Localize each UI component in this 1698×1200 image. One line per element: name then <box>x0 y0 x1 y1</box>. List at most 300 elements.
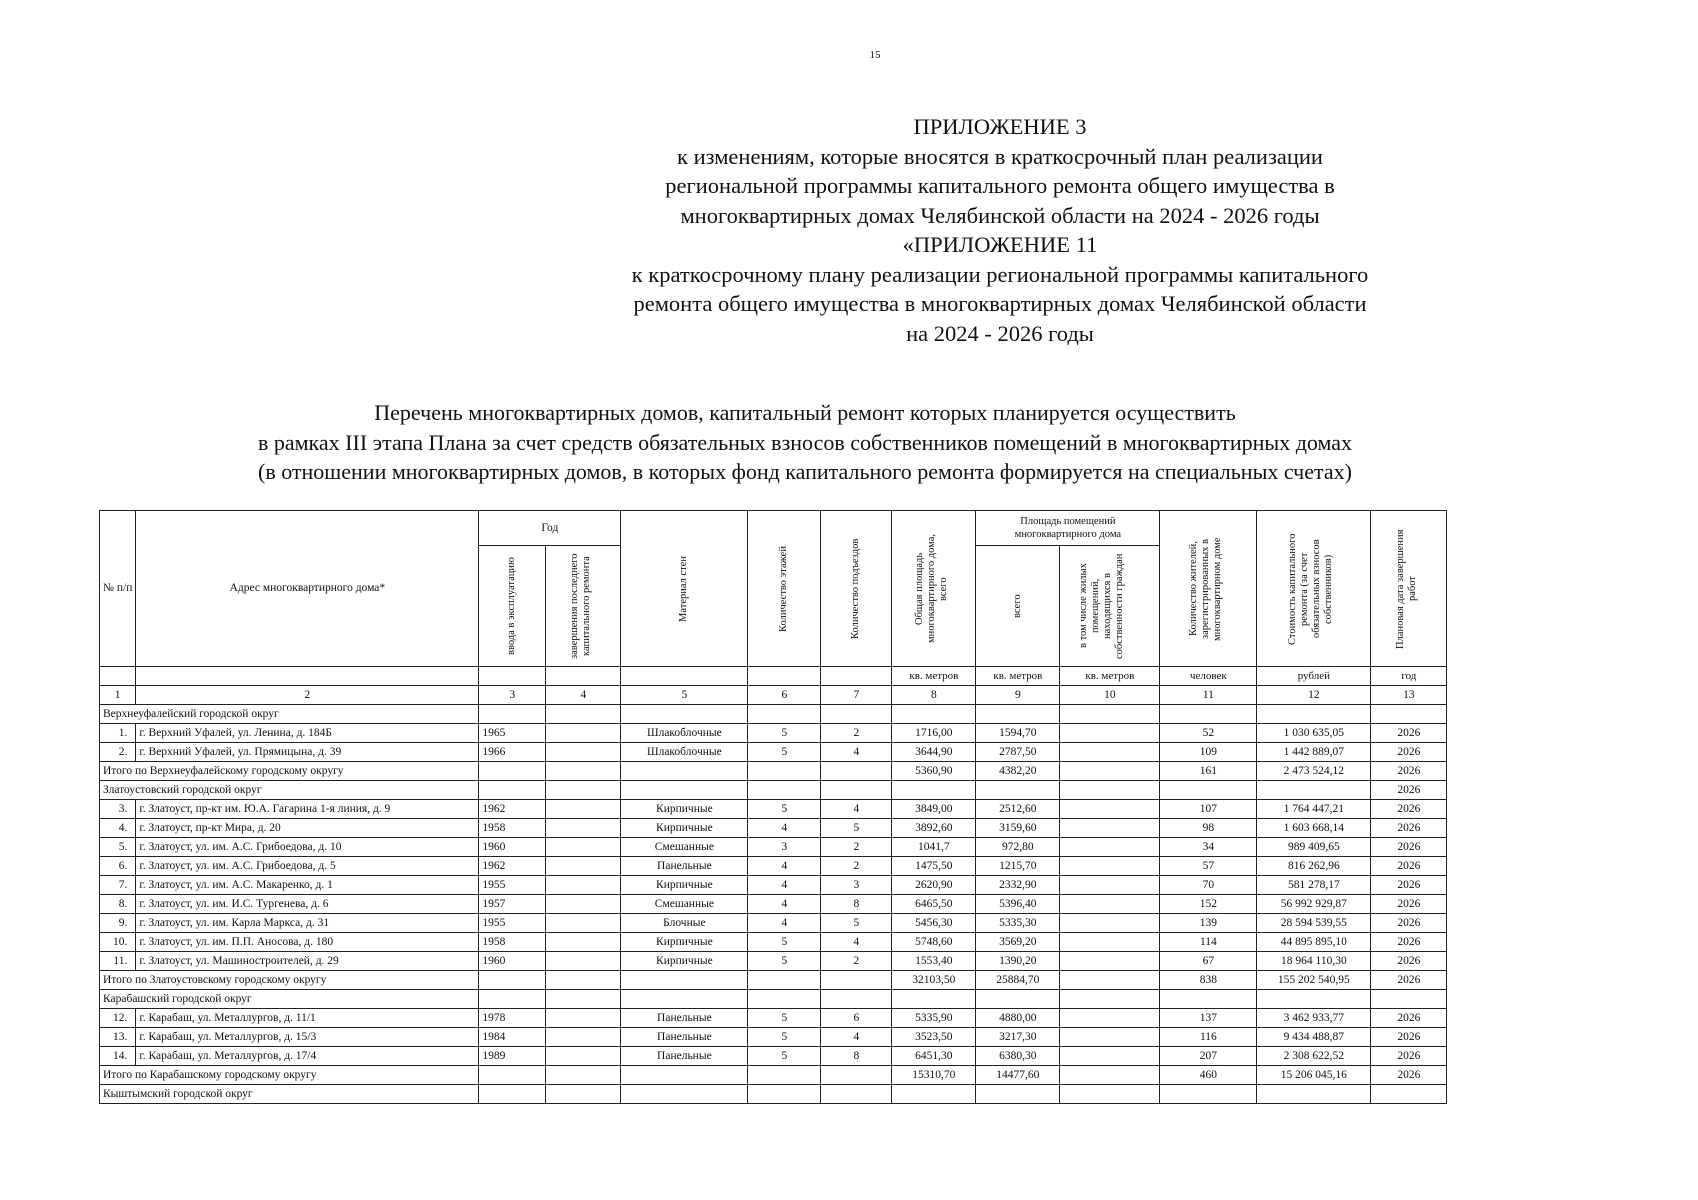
heading-line: Перечень многоквартирных домов, капитальный ремонт которых планируется осуществить <box>374 400 1236 425</box>
row-cost: 9 434 488,87 <box>1257 1028 1371 1047</box>
row-residents: 70 <box>1160 876 1257 895</box>
row-cost: 816 262,96 <box>1257 857 1371 876</box>
total-premises-area: 14477,60 <box>976 1066 1060 1085</box>
row-entrances: 6 <box>821 1009 892 1028</box>
row-residents: 107 <box>1160 800 1257 819</box>
row-total-area: 5748,60 <box>892 933 976 952</box>
row-year-commission: 1960 <box>479 838 546 857</box>
row-address: г. Златоуст, пр-кт им. Ю.А. Гагарина 1-я линия, д. 9 <box>136 800 479 819</box>
header-year-last-repair <box>546 546 621 667</box>
document-heading <box>90 398 1520 487</box>
row-premises-residential <box>1060 857 1160 876</box>
empty-cell <box>621 705 748 724</box>
row-floors: 4 <box>748 876 821 895</box>
table-row <box>100 1028 1447 1047</box>
row-residents: 139 <box>1160 914 1257 933</box>
empty-cell <box>892 705 976 724</box>
row-year-commission: 1958 <box>479 819 546 838</box>
section-name: Кыштымский городской округ <box>100 1085 479 1104</box>
column-number: 12 <box>1257 686 1371 705</box>
section-header-row <box>100 705 1447 724</box>
header-wall-material-text: Материал стен <box>678 555 690 622</box>
table-body <box>100 686 1447 1104</box>
empty-cell <box>546 1085 621 1104</box>
row-premises-residential <box>1060 1009 1160 1028</box>
total-label: Итого по Верхнеуфалейскому городскому округу <box>100 762 479 781</box>
row-floors: 5 <box>748 933 821 952</box>
total-label: Итого по Златоустовскому городскому округу <box>100 971 479 990</box>
row-planned-date: 2026 <box>1371 857 1447 876</box>
row-number: 4. <box>100 819 136 838</box>
row-wall-material: Шлакоблочные <box>621 724 748 743</box>
empty-cell <box>546 1066 621 1085</box>
row-premises-total: 5396,40 <box>976 895 1060 914</box>
row-floors: 4 <box>748 895 821 914</box>
row-year-last-repair <box>546 1028 621 1047</box>
table-row <box>100 724 1447 743</box>
row-premises-residential <box>1060 819 1160 838</box>
total-planned-date: 2026 <box>1371 1066 1447 1085</box>
appendix-line: региональной программы капитального ремонта общего имущества в <box>665 173 1335 198</box>
empty-cell <box>479 705 546 724</box>
row-entrances: 4 <box>821 933 892 952</box>
total-row <box>100 762 1447 781</box>
row-year-last-repair <box>546 800 621 819</box>
row-number: 5. <box>100 838 136 857</box>
row-total-area: 2620,90 <box>892 876 976 895</box>
row-address: г. Златоуст, пр-кт Мира, д. 20 <box>136 819 479 838</box>
row-year-commission: 1962 <box>479 800 546 819</box>
row-premises-total: 1594,70 <box>976 724 1060 743</box>
empty-cell <box>1257 781 1371 800</box>
section-header-row <box>100 990 1447 1009</box>
appendix-line: многоквартирных домах Челябинской области на 2024 - 2026 годы <box>680 202 1320 228</box>
row-floors: 5 <box>748 952 821 971</box>
row-premises-total: 3217,30 <box>976 1028 1060 1047</box>
empty-cell <box>748 1066 821 1085</box>
empty-cell <box>976 1085 1060 1104</box>
row-address: г. Верхний Уфалей, ул. Ленина, д. 184Б <box>136 724 479 743</box>
row-cost: 2 308 622,52 <box>1257 1047 1371 1066</box>
empty-cell <box>479 1066 546 1085</box>
row-year-last-repair <box>546 1009 621 1028</box>
row-entrances: 4 <box>821 800 892 819</box>
empty-cell <box>479 990 546 1009</box>
header-total-area <box>892 511 976 667</box>
header-planned-date-text: Плановая дата завершения работ <box>1394 528 1418 649</box>
total-row <box>100 971 1447 990</box>
row-year-last-repair <box>546 724 621 743</box>
row-year-commission: 1965 <box>479 724 546 743</box>
row-number: 3. <box>100 800 136 819</box>
row-residents: 34 <box>1160 838 1257 857</box>
total-residents: 460 <box>1160 1066 1257 1085</box>
empty-cell <box>546 705 621 724</box>
empty-cell <box>546 971 621 990</box>
row-address: г. Карабаш, ул. Металлургов, д. 15/3 <box>136 1028 479 1047</box>
row-premises-total: 2512,60 <box>976 800 1060 819</box>
unit-cell <box>479 667 546 686</box>
unit-total-area: кв. метров <box>892 667 976 686</box>
table-row <box>100 914 1447 933</box>
header-address: Адрес многоквартирного дома* <box>136 511 479 667</box>
row-total-area: 1716,00 <box>892 724 976 743</box>
header-floors-text: Количество этажей <box>778 545 790 632</box>
column-number: 2 <box>136 686 479 705</box>
row-floors: 5 <box>748 1009 821 1028</box>
empty-cell <box>748 990 821 1009</box>
empty-cell <box>479 781 546 800</box>
appendix-line: ремонта общего имущества в многоквартирных домах Челябинской области <box>633 291 1367 316</box>
total-planned-date: 2026 <box>1371 971 1447 990</box>
row-number: 14. <box>100 1047 136 1066</box>
row-entrances: 5 <box>821 914 892 933</box>
row-wall-material: Панельные <box>621 1047 748 1066</box>
empty-cell <box>1160 705 1257 724</box>
row-total-area: 3849,00 <box>892 800 976 819</box>
row-number: 13. <box>100 1028 136 1047</box>
empty-cell <box>748 705 821 724</box>
row-premises-residential <box>1060 1028 1160 1047</box>
total-row <box>100 1066 1447 1085</box>
row-planned-date: 2026 <box>1371 933 1447 952</box>
empty-cell <box>1060 762 1160 781</box>
total-label: Итого по Карабашскому городскому округу <box>100 1066 479 1085</box>
empty-cell <box>821 762 892 781</box>
row-number: 1. <box>100 724 136 743</box>
empty-cell <box>546 781 621 800</box>
empty-cell <box>546 990 621 1009</box>
header-premises-total-text: всего <box>1011 594 1023 618</box>
row-premises-total: 3569,20 <box>976 933 1060 952</box>
row-address: г. Златоуст, ул. им. А.С. Макаренко, д. 1 <box>136 876 479 895</box>
empty-cell <box>621 781 748 800</box>
empty-cell <box>1160 990 1257 1009</box>
empty-cell <box>1060 781 1160 800</box>
empty-cell <box>1060 1085 1160 1104</box>
row-cost: 989 409,65 <box>1257 838 1371 857</box>
row-year-last-repair <box>546 819 621 838</box>
row-number: 10. <box>100 933 136 952</box>
row-number: 11. <box>100 952 136 971</box>
row-floors: 5 <box>748 800 821 819</box>
row-cost: 581 278,17 <box>1257 876 1371 895</box>
row-residents: 152 <box>1160 895 1257 914</box>
row-residents: 116 <box>1160 1028 1257 1047</box>
total-premises-area: 25884,70 <box>976 971 1060 990</box>
row-residents: 57 <box>1160 857 1257 876</box>
empty-cell <box>479 1085 546 1104</box>
row-planned-date: 2026 <box>1371 876 1447 895</box>
empty-cell <box>748 1085 821 1104</box>
row-floors: 4 <box>748 819 821 838</box>
column-number: 7 <box>821 686 892 705</box>
row-premises-residential <box>1060 1047 1160 1066</box>
row-year-commission: 1962 <box>479 857 546 876</box>
row-entrances: 4 <box>821 743 892 762</box>
row-floors: 5 <box>748 1047 821 1066</box>
unit-residents: человек <box>1160 667 1257 686</box>
total-residents: 161 <box>1160 762 1257 781</box>
row-year-commission: 1955 <box>479 876 546 895</box>
total-premises-area: 4382,20 <box>976 762 1060 781</box>
row-total-area: 3644,90 <box>892 743 976 762</box>
empty-cell <box>1060 971 1160 990</box>
table-row <box>100 876 1447 895</box>
empty-cell <box>621 1066 748 1085</box>
total-area: 15310,70 <box>892 1066 976 1085</box>
unit-planned-date: год <box>1371 667 1447 686</box>
row-year-last-repair <box>546 1047 621 1066</box>
row-premises-total: 2332,90 <box>976 876 1060 895</box>
row-year-commission: 1960 <box>479 952 546 971</box>
row-entrances: 2 <box>821 724 892 743</box>
row-total-area: 3523,50 <box>892 1028 976 1047</box>
row-entrances: 8 <box>821 1047 892 1066</box>
total-cost: 15 206 045,16 <box>1257 1066 1371 1085</box>
header-total-area-text: Общая площадь многоквартирного дома, всего <box>913 534 949 643</box>
row-cost: 1 442 889,07 <box>1257 743 1371 762</box>
row-planned-date: 2026 <box>1371 1028 1447 1047</box>
section-name: Карабашский городской округ <box>100 990 479 1009</box>
empty-cell <box>1160 1085 1257 1104</box>
row-cost: 28 594 539,55 <box>1257 914 1371 933</box>
empty-cell <box>1060 990 1160 1009</box>
empty-cell <box>479 971 546 990</box>
row-residents: 98 <box>1160 819 1257 838</box>
section-header-date <box>1371 705 1447 724</box>
row-residents: 52 <box>1160 724 1257 743</box>
unit-premises-residential: кв. метров <box>1060 667 1160 686</box>
row-total-area: 1475,50 <box>892 857 976 876</box>
row-entrances: 4 <box>821 1028 892 1047</box>
row-total-area: 3892,60 <box>892 819 976 838</box>
header-premises-total <box>976 546 1060 667</box>
empty-cell <box>1257 1085 1371 1104</box>
empty-cell <box>976 705 1060 724</box>
row-cost: 56 992 929,87 <box>1257 895 1371 914</box>
row-year-last-repair <box>546 914 621 933</box>
row-entrances: 8 <box>821 895 892 914</box>
section-name: Верхнеуфалейский городской округ <box>100 705 479 724</box>
row-year-commission: 1955 <box>479 914 546 933</box>
column-number: 5 <box>621 686 748 705</box>
total-area: 5360,90 <box>892 762 976 781</box>
heading-line: в рамках III этапа Плана за счет средств обязательных взносов собственников помещений в многоквартирных домах <box>257 429 1353 455</box>
empty-cell <box>621 990 748 1009</box>
row-address: г. Верхний Уфалей, ул. Прямицына, д. 39 <box>136 743 479 762</box>
row-premises-residential <box>1060 838 1160 857</box>
heading-line: (в отношении многоквартирных домов, в которых фонд капитального ремонта формируется на специальных счетах) <box>258 459 1352 484</box>
empty-cell <box>621 1085 748 1104</box>
row-premises-residential <box>1060 895 1160 914</box>
section-header-date <box>1371 1085 1447 1104</box>
header-premises-group: Площадь помещений многоквартирного дома <box>976 511 1160 546</box>
row-year-last-repair <box>546 895 621 914</box>
row-wall-material: Панельные <box>621 1009 748 1028</box>
row-premises-total: 1215,70 <box>976 857 1060 876</box>
row-residents: 137 <box>1160 1009 1257 1028</box>
row-premises-residential <box>1060 800 1160 819</box>
row-total-area: 5335,90 <box>892 1009 976 1028</box>
header-premises-residential <box>1060 546 1160 667</box>
unit-cost: рублей <box>1257 667 1371 686</box>
row-cost: 3 462 933,77 <box>1257 1009 1371 1028</box>
row-number: 6. <box>100 857 136 876</box>
empty-cell <box>892 990 976 1009</box>
header-year-commission-text: ввода в эксплуатацию <box>506 557 518 655</box>
row-year-last-repair <box>546 933 621 952</box>
unit-cell <box>546 667 621 686</box>
empty-cell <box>976 990 1060 1009</box>
header-cost <box>1257 511 1371 667</box>
header-planned-date <box>1371 511 1447 667</box>
row-wall-material: Смешанные <box>621 838 748 857</box>
empty-cell <box>1257 705 1371 724</box>
row-planned-date: 2026 <box>1371 952 1447 971</box>
houses-table <box>99 510 1447 1104</box>
header-entrances-text: Количество подъездов <box>850 538 862 639</box>
row-entrances: 5 <box>821 819 892 838</box>
row-total-area: 5456,30 <box>892 914 976 933</box>
row-floors: 4 <box>748 857 821 876</box>
row-planned-date: 2026 <box>1371 724 1447 743</box>
unit-premises-total: кв. метров <box>976 667 1060 686</box>
section-header-date <box>1371 990 1447 1009</box>
section-header-row <box>100 781 1447 800</box>
row-premises-residential <box>1060 914 1160 933</box>
row-entrances: 3 <box>821 876 892 895</box>
column-number: 8 <box>892 686 976 705</box>
row-residents: 114 <box>1160 933 1257 952</box>
row-wall-material: Кирпичные <box>621 876 748 895</box>
row-address: г. Златоуст, ул. Машиностроителей, д. 29 <box>136 952 479 971</box>
appendix-line: к краткосрочному плану реализации региональной программы капитального <box>631 261 1369 287</box>
table-row <box>100 857 1447 876</box>
row-year-commission: 1966 <box>479 743 546 762</box>
row-address: г. Златоуст, ул. им. А.С. Грибоедова, д. 10 <box>136 838 479 857</box>
empty-cell <box>892 1085 976 1104</box>
empty-cell <box>1160 781 1257 800</box>
column-number: 10 <box>1060 686 1160 705</box>
row-total-area: 6451,30 <box>892 1047 976 1066</box>
empty-cell <box>1060 1066 1160 1085</box>
row-residents: 207 <box>1160 1047 1257 1066</box>
column-number: 3 <box>479 686 546 705</box>
row-wall-material: Блочные <box>621 914 748 933</box>
row-year-commission: 1978 <box>479 1009 546 1028</box>
row-residents: 109 <box>1160 743 1257 762</box>
row-address: г. Златоуст, ул. им. А.С. Грибоедова, д. 5 <box>136 857 479 876</box>
row-floors: 5 <box>748 724 821 743</box>
total-area: 32103,50 <box>892 971 976 990</box>
table-row <box>100 1047 1447 1066</box>
unit-cell <box>136 667 479 686</box>
section-header-date: 2026 <box>1371 781 1447 800</box>
empty-cell <box>1060 705 1160 724</box>
row-number: 2. <box>100 743 136 762</box>
header-num: № п/п <box>100 511 136 667</box>
row-number: 12. <box>100 1009 136 1028</box>
row-premises-residential <box>1060 952 1160 971</box>
table-row <box>100 1009 1447 1028</box>
row-year-commission: 1957 <box>479 895 546 914</box>
empty-cell <box>821 1085 892 1104</box>
row-planned-date: 2026 <box>1371 914 1447 933</box>
section-header-row <box>100 1085 1447 1104</box>
row-address: г. Карабаш, ул. Металлургов, д. 11/1 <box>136 1009 479 1028</box>
header-cost-text: Стоимость капитального ремонта (за счет обязательных взносов собственников) <box>1286 532 1334 645</box>
row-cost: 1 030 635,05 <box>1257 724 1371 743</box>
row-premises-total: 2787,50 <box>976 743 1060 762</box>
row-floors: 3 <box>748 838 821 857</box>
unit-cell <box>748 667 821 686</box>
row-entrances: 2 <box>821 838 892 857</box>
column-number: 13 <box>1371 686 1447 705</box>
unit-cell <box>821 667 892 686</box>
row-premises-total: 6380,30 <box>976 1047 1060 1066</box>
row-planned-date: 2026 <box>1371 895 1447 914</box>
row-wall-material: Кирпичные <box>621 933 748 952</box>
row-planned-date: 2026 <box>1371 743 1447 762</box>
row-wall-material: Кирпичные <box>621 800 748 819</box>
section-name: Златоустовский городской округ <box>100 781 479 800</box>
row-number: 8. <box>100 895 136 914</box>
row-year-last-repair <box>546 743 621 762</box>
row-wall-material: Кирпичные <box>621 819 748 838</box>
row-residents: 67 <box>1160 952 1257 971</box>
row-premises-total: 4880,00 <box>976 1009 1060 1028</box>
empty-cell <box>1257 990 1371 1009</box>
row-premises-total: 972,80 <box>976 838 1060 857</box>
empty-cell <box>892 781 976 800</box>
row-floors: 5 <box>748 1028 821 1047</box>
column-number: 1 <box>100 686 136 705</box>
table-row <box>100 819 1447 838</box>
header-residents <box>1160 511 1257 667</box>
row-premises-residential <box>1060 876 1160 895</box>
row-planned-date: 2026 <box>1371 1047 1447 1066</box>
column-number: 4 <box>546 686 621 705</box>
row-entrances: 2 <box>821 952 892 971</box>
row-planned-date: 2026 <box>1371 838 1447 857</box>
table-row <box>100 933 1447 952</box>
header-floors <box>748 511 821 667</box>
row-premises-total: 3159,60 <box>976 819 1060 838</box>
empty-cell <box>748 762 821 781</box>
total-cost: 2 473 524,12 <box>1257 762 1371 781</box>
empty-cell <box>621 762 748 781</box>
row-premises-total: 1390,20 <box>976 952 1060 971</box>
header-entrances <box>821 511 892 667</box>
header-year-commission <box>479 546 546 667</box>
table-row <box>100 895 1447 914</box>
empty-cell <box>748 781 821 800</box>
row-year-commission: 1958 <box>479 933 546 952</box>
total-planned-date: 2026 <box>1371 762 1447 781</box>
row-floors: 4 <box>748 914 821 933</box>
row-cost: 44 895 895,10 <box>1257 933 1371 952</box>
row-year-last-repair <box>546 838 621 857</box>
header-year-group: Год <box>479 511 621 546</box>
row-cost: 1 603 668,14 <box>1257 819 1371 838</box>
row-address: г. Карабаш, ул. Металлургов, д. 17/4 <box>136 1047 479 1066</box>
empty-cell <box>821 990 892 1009</box>
header-wall-material <box>621 511 748 667</box>
table-row <box>100 838 1447 857</box>
row-address: г. Златоуст, ул. им. И.С. Тургенева, д. 6 <box>136 895 479 914</box>
row-premises-residential <box>1060 743 1160 762</box>
